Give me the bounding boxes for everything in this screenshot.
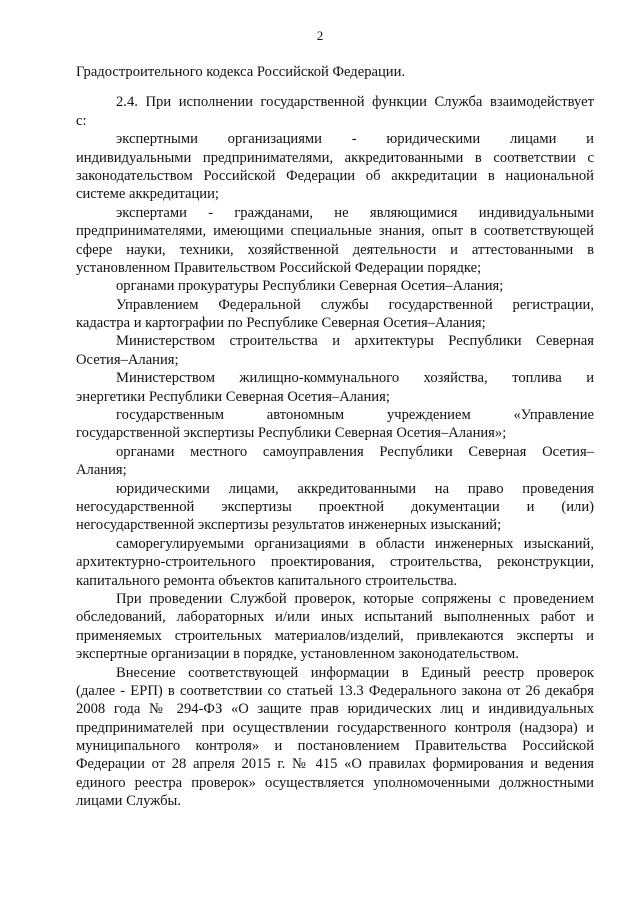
text-line: юридическими лицами, аккредитованными на право проведения bbox=[116, 480, 594, 497]
text-line: предпринимателями, имеющими специальные знания, опыт в соответствующей bbox=[76, 223, 594, 240]
text-line: системе аккредитации; bbox=[76, 186, 219, 203]
text-line: При проведении Службой проверок, которые сопряжены с проведением bbox=[116, 590, 594, 607]
text-line: экспертами - гражданами, не являющимися индивидуальными bbox=[116, 204, 594, 221]
text-line: предпринимателей при осуществлении государственного контроля (надзора) и bbox=[76, 719, 594, 736]
text-line: Министерством жилищно-коммунального хозяйства, топлива и bbox=[116, 370, 594, 387]
text-line: применяемых строительных материалов/изделий, привлекаются эксперты и bbox=[76, 627, 594, 644]
text-line: энергетики Республики Северная Осетия–Алания; bbox=[76, 388, 390, 405]
text-line: кадастра и картографии по Республике Северная Осетия–Алания; bbox=[76, 315, 486, 332]
text-line: сфере науки, техники, хозяйственной деятельности и аттестованными в bbox=[76, 241, 594, 258]
text-line: экспертными организациями - юридическими лицами и bbox=[116, 131, 594, 148]
text-line: установленном Правительством Российской Федерации порядке; bbox=[76, 259, 482, 276]
text-line: обследований, лабораторных и/или иных испытаний выполненных работ и bbox=[76, 609, 594, 626]
text-line: 2008 года № 294-ФЗ «О защите прав юридических лиц и индивидуальных bbox=[76, 701, 594, 718]
text-line: государственным автономным учреждением «Управление bbox=[116, 407, 594, 424]
text-line: единого реестра проверок» осуществляется уполномоченными должностными bbox=[76, 774, 594, 791]
text-line: Министерством строительства и архитектуры Республики Северная bbox=[116, 333, 594, 350]
document-body bbox=[76, 63, 594, 811]
text-line: государственной экспертизы Республики Северная Осетия–Алания»; bbox=[76, 425, 507, 442]
paragraph-gap bbox=[76, 81, 594, 93]
text-line: органами прокуратуры Республики Северная Осетия–Алания; bbox=[116, 278, 504, 295]
text-line: экспертные организации в порядке, установленном законодательством. bbox=[76, 646, 519, 663]
text-line: индивидуальными предпринимателями, аккредитованными в соответствии с bbox=[76, 149, 594, 166]
text-line: законодательством Российской Федерации об аккредитации в национальной bbox=[76, 167, 594, 184]
text-line: Федерации от 28 апреля 2015 г. № 415 «О правилах формирования и ведения bbox=[76, 756, 594, 773]
text-line: Градостроительного кодекса Российской Федерации. bbox=[76, 64, 406, 80]
text-line: Управлением Федеральной службы государственной регистрации, bbox=[116, 296, 594, 313]
text-line: 2.4. При исполнении государственной функции Служба взаимодействует bbox=[116, 94, 594, 111]
text-line: архитектурно-строительного проектирования, строительства, реконструкции, bbox=[76, 554, 594, 571]
text-line: (далее - ЕРП) в соответствии со статьей 13.3 Федерального закона от 26 декабря bbox=[76, 682, 594, 699]
text-line: Алания; bbox=[76, 462, 127, 479]
text-line: негосударственной экспертизы результатов инженерных изысканий; bbox=[76, 517, 502, 534]
text-line: капитального ремонта объектов капитального строительства. bbox=[76, 572, 458, 589]
text-line: с: bbox=[76, 112, 87, 129]
text-line: саморегулируемыми организациями в области инженерных изысканий, bbox=[116, 535, 594, 552]
text-line: Осетия–Алания; bbox=[76, 351, 179, 368]
text-line: органами местного самоуправления Республики Северная Осетия– bbox=[116, 443, 594, 460]
page-number: 2 bbox=[316, 28, 324, 43]
text-line: муниципального контроля» и постановлением Правительства Российской bbox=[76, 738, 594, 755]
text-line: лицами Службы. bbox=[76, 793, 181, 810]
text-line: негосударственной экспертизы проектной документации и (или) bbox=[76, 498, 594, 515]
text-line: Внесение соответствующей информации в Единый реестр проверок bbox=[116, 664, 594, 681]
